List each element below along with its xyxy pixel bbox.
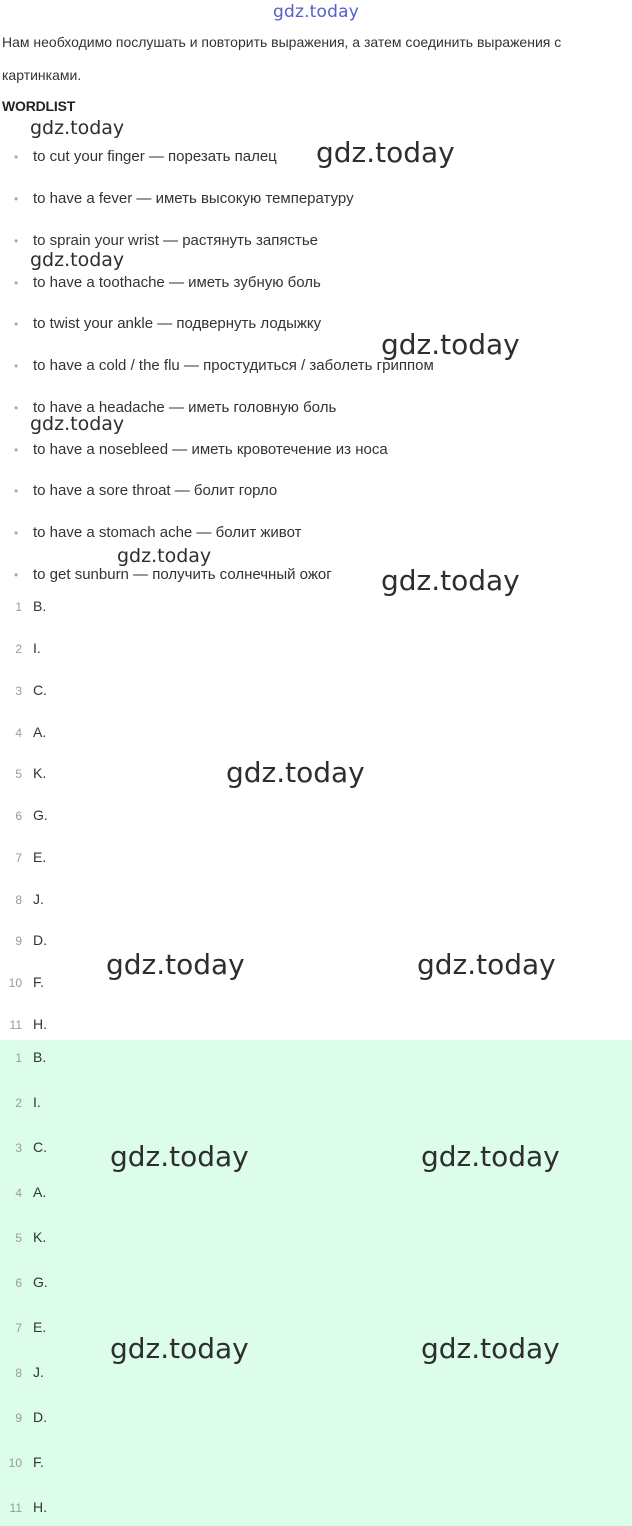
watermark: gdz.today [226, 756, 365, 789]
wordlist-item: • to have a fever — иметь высокую температуру [14, 190, 354, 207]
wordlist-item: • to have a sore throat — болит горло [14, 482, 278, 499]
bullet-icon: • [14, 484, 19, 498]
bullet-icon: • [14, 401, 19, 415]
watermark: gdz.today [421, 1140, 560, 1173]
bullet-icon: • [14, 150, 19, 164]
site-logo[interactable]: gdz.today [272, 2, 360, 22]
watermark: gdz.today [417, 948, 556, 981]
wordlist-item: • to have a headache — иметь головную боль [14, 399, 337, 416]
wordlist-heading: WORDLIST [2, 98, 76, 114]
wordlist-item: • to twist your ankle — подвернуть лодыжку [14, 315, 322, 332]
wordlist-item: • to have a nosebleed — иметь кровотечение из носа [14, 441, 388, 458]
watermark: gdz.today [30, 117, 125, 139]
wordlist-item: • to have a stomach ache — болит живот [14, 524, 302, 541]
watermark: gdz.today [316, 136, 455, 169]
watermark: gdz.today [110, 1140, 249, 1173]
bullet-icon: • [14, 359, 19, 373]
bullet-icon: • [14, 526, 19, 540]
watermark: gdz.today [30, 413, 125, 435]
bullet-icon: • [14, 192, 19, 206]
bullet-icon: • [14, 568, 19, 582]
bullet-icon: • [14, 276, 19, 290]
bullet-icon: • [14, 443, 19, 457]
wordlist-item: • to have a cold / the flu — простудиться / заболеть гриппом [14, 357, 434, 374]
answer-block-highlighted [0, 1040, 632, 1526]
watermark: gdz.today [421, 1332, 560, 1365]
watermark: gdz.today [381, 328, 520, 361]
bullet-icon: • [14, 317, 19, 331]
wordlist-item: • to cut your finger — порезать палец [14, 148, 277, 165]
wordlist-item: • to sprain your wrist — растянуть запястье [14, 232, 319, 249]
watermark: gdz.today [381, 564, 520, 597]
wordlist-item: • to get sunburn — получить солнечный ожог [14, 566, 332, 583]
task-instruction: Нам необходимо послушать и повторить выражения, а затем соединить выражения с картинками. [2, 34, 562, 83]
bullet-icon: • [14, 234, 19, 248]
watermark: gdz.today [30, 249, 125, 271]
watermark: gdz.today [106, 948, 245, 981]
watermark: gdz.today [110, 1332, 249, 1365]
watermark: gdz.today [117, 545, 212, 567]
wordlist-item: • to have a toothache — иметь зубную боль [14, 274, 321, 291]
